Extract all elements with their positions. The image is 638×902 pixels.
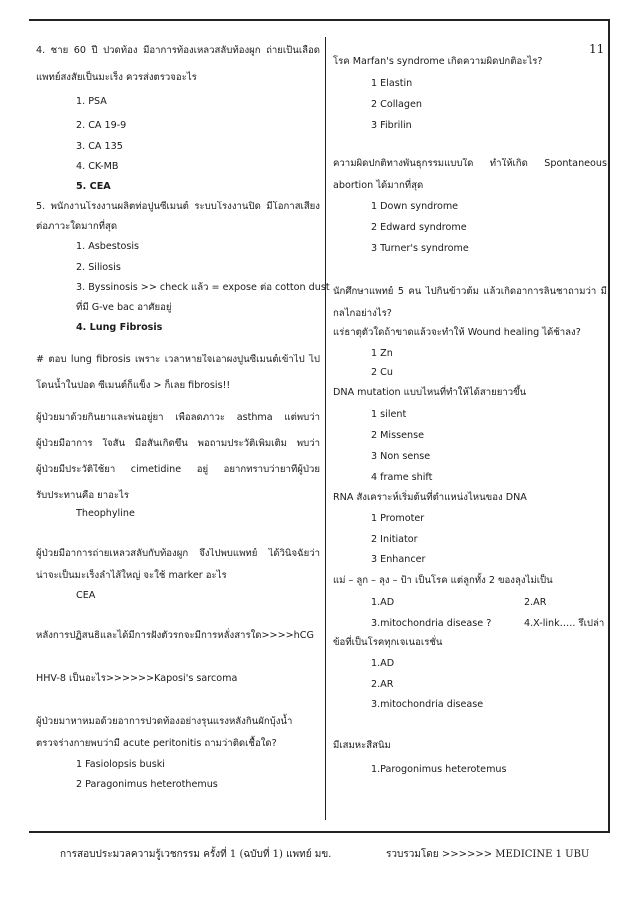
right-column-line: 1 Elastin <box>371 78 413 89</box>
header-rule <box>29 19 610 21</box>
right-column-line: แม่ – ลูก – ลุง – ป้า เป็นโรค แต่ลูกทั้ง 2 ของลุงไม่เป็น <box>333 575 553 586</box>
left-column-line: 5. CEA <box>76 181 111 192</box>
left-column-line: 4. ชาย 60 ปี ปวดท้อง มีอาการท้องเหลวสลับท้องผูก ถ่ายเป็นเลือด <box>36 45 320 56</box>
left-column-line: Theophyline <box>76 508 135 519</box>
footer-right-text: รวบรวมโดย >>>>>> MEDICINE 1 UBU <box>386 849 590 860</box>
right-column-line: 1.AD <box>371 597 395 608</box>
left-column-line: ผู้ป่วยมาด้วยกินยาและพ่นอยู่ยา เพื่อลดภาวะ asthma แต่พบว่า <box>36 412 320 423</box>
right-border-rule <box>608 19 610 833</box>
left-column-line: ผู้ป่วยมีอาการถ่ายเหลวสลับกับท้องผูก จึงไปพบแพทย์ ได้วินิจฉัยว่า <box>36 548 320 559</box>
left-column-line: ผู้ป่วยมีอาการ ใจสั่น มือสั่นเกิดขึ้น พอถามประวัติเพิ่มเติม พบว่า <box>36 438 320 449</box>
left-column-line: 2 Paragonimus heterothemus <box>76 779 218 790</box>
footer-left-text: การสอบประมวลความรู้เวชกรรม ครั้งที่ 1 (ฉบับที่ 1) แพทย์ มข. <box>60 849 332 860</box>
left-column-line: 3. CA 135 <box>76 141 123 152</box>
left-column-line: # ตอบ lung fibrosis เพราะ เวลาหายใจเอาผงปูนซีเมนต์เข้าไป ไป <box>36 354 320 365</box>
left-column-line: หลังการปฏิสนธิและได้มีการฝังตัวรกจะมีการหลั่งสารใด>>>>hCG <box>36 630 314 641</box>
right-column-line: 2 Initiator <box>371 534 418 545</box>
left-column-line: HHV-8 เป็นอะไร>>>>>>Kaposi's sarcoma <box>36 673 238 684</box>
right-column-line: 3.mitochondria disease ? <box>371 618 492 629</box>
right-column-line: RNA สังเคราะห์เริ่มต้นที่ตำแหน่งไหนของ DNA <box>333 492 527 503</box>
left-column-line: ผู้ป่วยมีประวัติใช้ยา cimetidine อยู่ อยากทราบว่ายาที่ผู้ป่วย <box>36 464 320 475</box>
left-column-line: โดนน้ำในปอด ซีเมนต์ก็แข็ง > ก็เลย fibrosis!! <box>36 380 231 391</box>
footer-rule <box>29 831 610 833</box>
right-column-line: 2 Edward syndrome <box>371 222 467 233</box>
right-column-line: โรค Marfan's syndrome เกิดความผิดปกติอะไร? <box>333 56 543 67</box>
left-column-line: รับประทานคือ ยาอะไร <box>36 490 130 501</box>
right-column-line: DNA mutation แบบไหนที่ทำให้ได้สายยาวขึ้น <box>333 387 527 398</box>
right-column-line: 1.AD <box>371 658 395 669</box>
left-column-line: 1 Fasiolopsis buski <box>76 759 165 770</box>
left-column-line: 4. CK-MB <box>76 161 119 172</box>
right-column-line: 2 Cu <box>371 367 393 378</box>
right-column-line: 3 Turner's syndrome <box>371 243 469 254</box>
left-column-line: ตรวจร่างกายพบว่ามี acute peritonitis ถามว่าติดเชื้อใด? <box>36 738 277 749</box>
left-column-line: 1. Asbestosis <box>76 241 140 252</box>
right-column-line: 3 Non sense <box>371 451 431 462</box>
page-number: 11 <box>589 42 605 56</box>
left-column-line: ต่อภาวะใดมากที่สุด <box>36 221 118 232</box>
right-column-line-right: 4.X-link….. รึเปล่า <box>524 618 605 629</box>
right-column-line: 2 Collagen <box>371 99 423 110</box>
left-column-line: 1. PSA <box>76 96 107 107</box>
right-column-line-right: 2.AR <box>524 597 547 608</box>
right-column-line: 3 Fibrilin <box>371 120 412 131</box>
right-column-line: 1.Parogonimus heterotemus <box>371 764 507 775</box>
right-column-line: แร่ธาตุตัวใดถ้าขาดแล้วจะทำให้ Wound healing ได้ช้าลง? <box>333 327 581 338</box>
left-column-line: 4. Lung Fibrosis <box>76 322 163 333</box>
right-column-line: ความผิดปกติทางพันธุกรรมแบบใด ทำให้เกิด Spontaneous <box>333 158 607 169</box>
left-column-line: แพทย์สงสัยเป็นมะเร็ง ควรส่งตรวจอะไร <box>36 72 197 83</box>
left-column-line: 2. Siliosis <box>76 262 121 273</box>
left-column-line: 5. พนักงานโรงงานผลิตท่อปูนซีเมนต์ ระบบโรงงานปิด มีโอกาสเสี่ยง <box>36 201 320 212</box>
right-column-line: 3 Enhancer <box>371 554 426 565</box>
right-column-line: กลไกอย่างไร? <box>333 308 392 319</box>
right-column-line: 1 Promoter <box>371 513 425 524</box>
right-column-line: abortion ได้มากที่สุด <box>333 180 424 191</box>
right-column-line: 1 Zn <box>371 348 393 359</box>
right-column-line: 1 silent <box>371 409 407 420</box>
left-column-line: ที่มี G-ve bac อาศัยอยู่ <box>76 302 172 313</box>
left-column-line: CEA <box>76 590 96 601</box>
right-column-line: 2 Missense <box>371 430 424 441</box>
left-column-line: 3. Byssinosis >> check แล้ว = expose ต่อ cotton dust <box>76 282 330 293</box>
right-column-line: 3.mitochondria disease <box>371 699 484 710</box>
right-column-line: นักศึกษาแพทย์ 5 คน ไปกินข้าวต้ม แล้วเกิดอาการลิ้นชาถามว่า มี <box>333 286 607 297</box>
left-column-line: 2. CA 19-9 <box>76 120 127 131</box>
right-column-line: 4 frame shift <box>371 472 433 483</box>
right-column-line: มีเสมหะสีสนิม <box>333 740 391 751</box>
right-column-line: ข้อที่เป็นโรคทุกเจเนอเรชั่น <box>333 637 443 648</box>
right-column-line: 1 Down syndrome <box>371 201 459 212</box>
right-column-line: 2.AR <box>371 679 394 690</box>
left-column-line: น่าจะเป็นมะเร็งลำไส้ใหญ่ จะใช้ marker อะไร <box>36 570 227 581</box>
left-column-line: ผู้ป่วยมาหาหมอด้วยอาการปวดท้องอย่างรุนแรงหลังกินผักบุ้งน้ำ <box>36 716 293 727</box>
column-divider <box>325 37 326 820</box>
